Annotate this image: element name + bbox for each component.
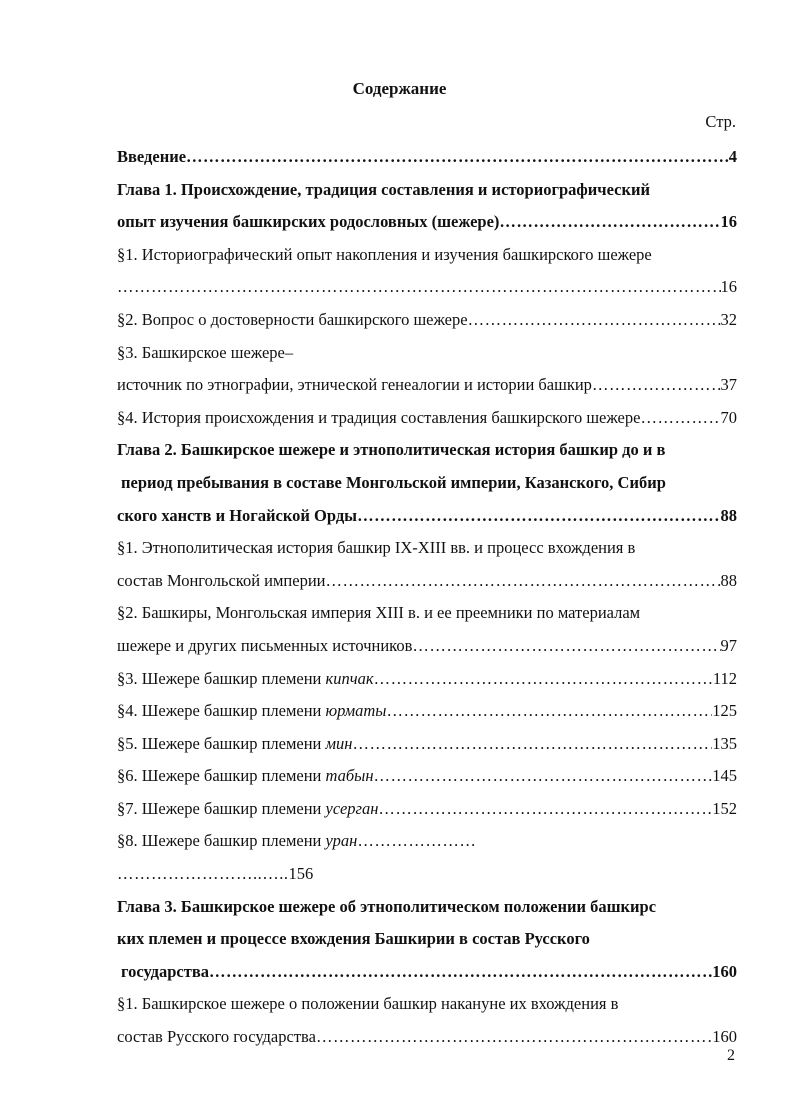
toc-chapter-1-line2[interactable] <box>117 206 737 239</box>
toc-page-number: 16 <box>720 212 737 232</box>
toc-ch2-section-8-line2[interactable]: ……………………..…..156 <box>117 864 314 884</box>
toc-ch2-section-7[interactable] <box>117 793 737 826</box>
toc-entry-title: состав Монгольской империи <box>117 570 326 590</box>
toc-entry-title: государства <box>121 961 210 981</box>
toc-page-number: 160 <box>712 1027 737 1047</box>
toc-entry-title: §5. Шежере башкир племени <box>117 733 326 753</box>
toc-entry-title: состав Русского государства <box>117 1027 316 1047</box>
toc-chapter-3-line3[interactable] <box>117 956 737 989</box>
toc-page-number: 70 <box>720 407 737 427</box>
page-column-label: Стр. <box>705 112 736 131</box>
page-title: Содержание <box>352 79 447 98</box>
toc-entry-title: §6. Шежере башкир племени <box>117 766 326 786</box>
toc-chapter-3-line2[interactable]: ких племен и процессе вхождения Башкирии в состав Русского <box>117 929 590 949</box>
toc-page-number: 125 <box>712 701 737 721</box>
toc-page-number: 88 <box>720 505 737 525</box>
toc-entry-intro[interactable] <box>117 141 737 174</box>
toc-tribe-name: уран <box>325 831 358 851</box>
toc-chapter-2-line3[interactable] <box>117 500 737 533</box>
toc-ch2-section-2-line2[interactable] <box>117 630 737 663</box>
toc-ch2-section-1-line1[interactable]: §1. Этнополитическая история башкир IX-XIII вв. и процесс вхождения в <box>117 538 636 558</box>
toc-entry-title: §4. Шежере башкир племени <box>117 701 326 721</box>
toc-tribe-name: табын <box>325 766 374 786</box>
toc-tribe-name: кипчак <box>325 668 374 688</box>
toc-page-number: 112 <box>712 668 737 688</box>
toc-chapter-3-line1[interactable]: Глава 3. Башкирское шежере об этнополитическом положении башкирс <box>117 896 657 916</box>
toc-entry-title: ского ханств и Ногайской Орды <box>117 505 358 525</box>
toc-page-number: 4 <box>728 147 737 166</box>
toc-ch2-section-6[interactable] <box>117 760 737 793</box>
toc-ch2-section-4[interactable] <box>117 695 737 728</box>
toc-entry-title: шежере и других письменных источников <box>117 635 413 655</box>
page-number: 2 <box>727 1047 735 1064</box>
toc-page-number: 156 <box>288 864 314 884</box>
toc-entry-title: §4. История происхождения и традиция составления башкирского шежере <box>117 407 641 427</box>
toc-page-number: 88 <box>720 570 737 590</box>
toc-tribe-name: усерган <box>325 798 379 818</box>
toc-chapter-2-line1[interactable]: Глава 2. Башкирское шежере и этнополитическая история башкир до и в <box>117 440 666 460</box>
toc-entry-title: источник по этнографии, этнической генеалогии и истории башкир <box>117 375 592 395</box>
toc-entry-title: §8. Шежере башкир племени <box>117 831 326 851</box>
toc-ch1-section-3-line2[interactable] <box>117 369 737 402</box>
toc-entry-title: §2. Вопрос о достоверности башкирского шежере <box>117 309 468 329</box>
toc-ch1-section-4[interactable] <box>117 402 737 435</box>
toc-page-number: 16 <box>720 277 737 297</box>
toc-tribe-name: юрматы <box>325 701 387 721</box>
toc-ch2-section-5[interactable] <box>117 728 737 761</box>
toc-ch2-section-8-line1[interactable]: §8. Шежере башкир племени уран………………… <box>117 831 477 851</box>
toc-entry-title: опыт изучения башкирских родословных (шежере) <box>117 212 500 232</box>
toc-page-number: 135 <box>712 733 737 753</box>
toc-ch3-section-1-line2[interactable] <box>117 1021 737 1054</box>
toc-entry-title: §7. Шежере башкир племени <box>117 798 326 818</box>
table-of-contents <box>117 141 737 1054</box>
toc-page-number: 32 <box>720 309 737 329</box>
toc-page-number: 37 <box>720 375 737 395</box>
toc-page-number: 160 <box>712 961 737 981</box>
toc-ch2-section-1-line2[interactable] <box>117 565 737 598</box>
toc-ch2-section-3[interactable] <box>117 663 737 696</box>
toc-page-number: 152 <box>712 798 737 818</box>
toc-ch1-section-2[interactable] <box>117 304 737 337</box>
toc-chapter-1-line1[interactable]: Глава 1. Происхождение, традиция составления и историографический <box>117 179 650 199</box>
toc-chapter-2-line2[interactable]: период пребывания в составе Монгольской империи, Казанского, Сибир <box>121 472 666 492</box>
toc-entry-title: Введение <box>117 147 187 166</box>
toc-page-number: 97 <box>720 635 737 655</box>
toc-ch1-section-1-line1[interactable]: §1. Историографический опыт накопления и изучения башкирского шежере <box>117 244 652 264</box>
toc-entry-title: §3. Шежере башкир племени <box>117 668 326 688</box>
toc-ch3-section-1-line1[interactable]: §1. Башкирское шежере о положении башкир накануне их вхождения в <box>117 994 619 1014</box>
toc-page-number: 145 <box>712 766 737 786</box>
toc-ch1-section-3-line1[interactable]: §3. Башкирское шежере– <box>117 342 294 362</box>
toc-ch1-section-1-line2[interactable] <box>117 271 737 304</box>
toc-tribe-name: мин <box>325 733 353 753</box>
toc-ch2-section-2-line1[interactable]: §2. Башкиры, Монгольская империя XIII в. и ее преемники по материалам <box>117 603 641 623</box>
